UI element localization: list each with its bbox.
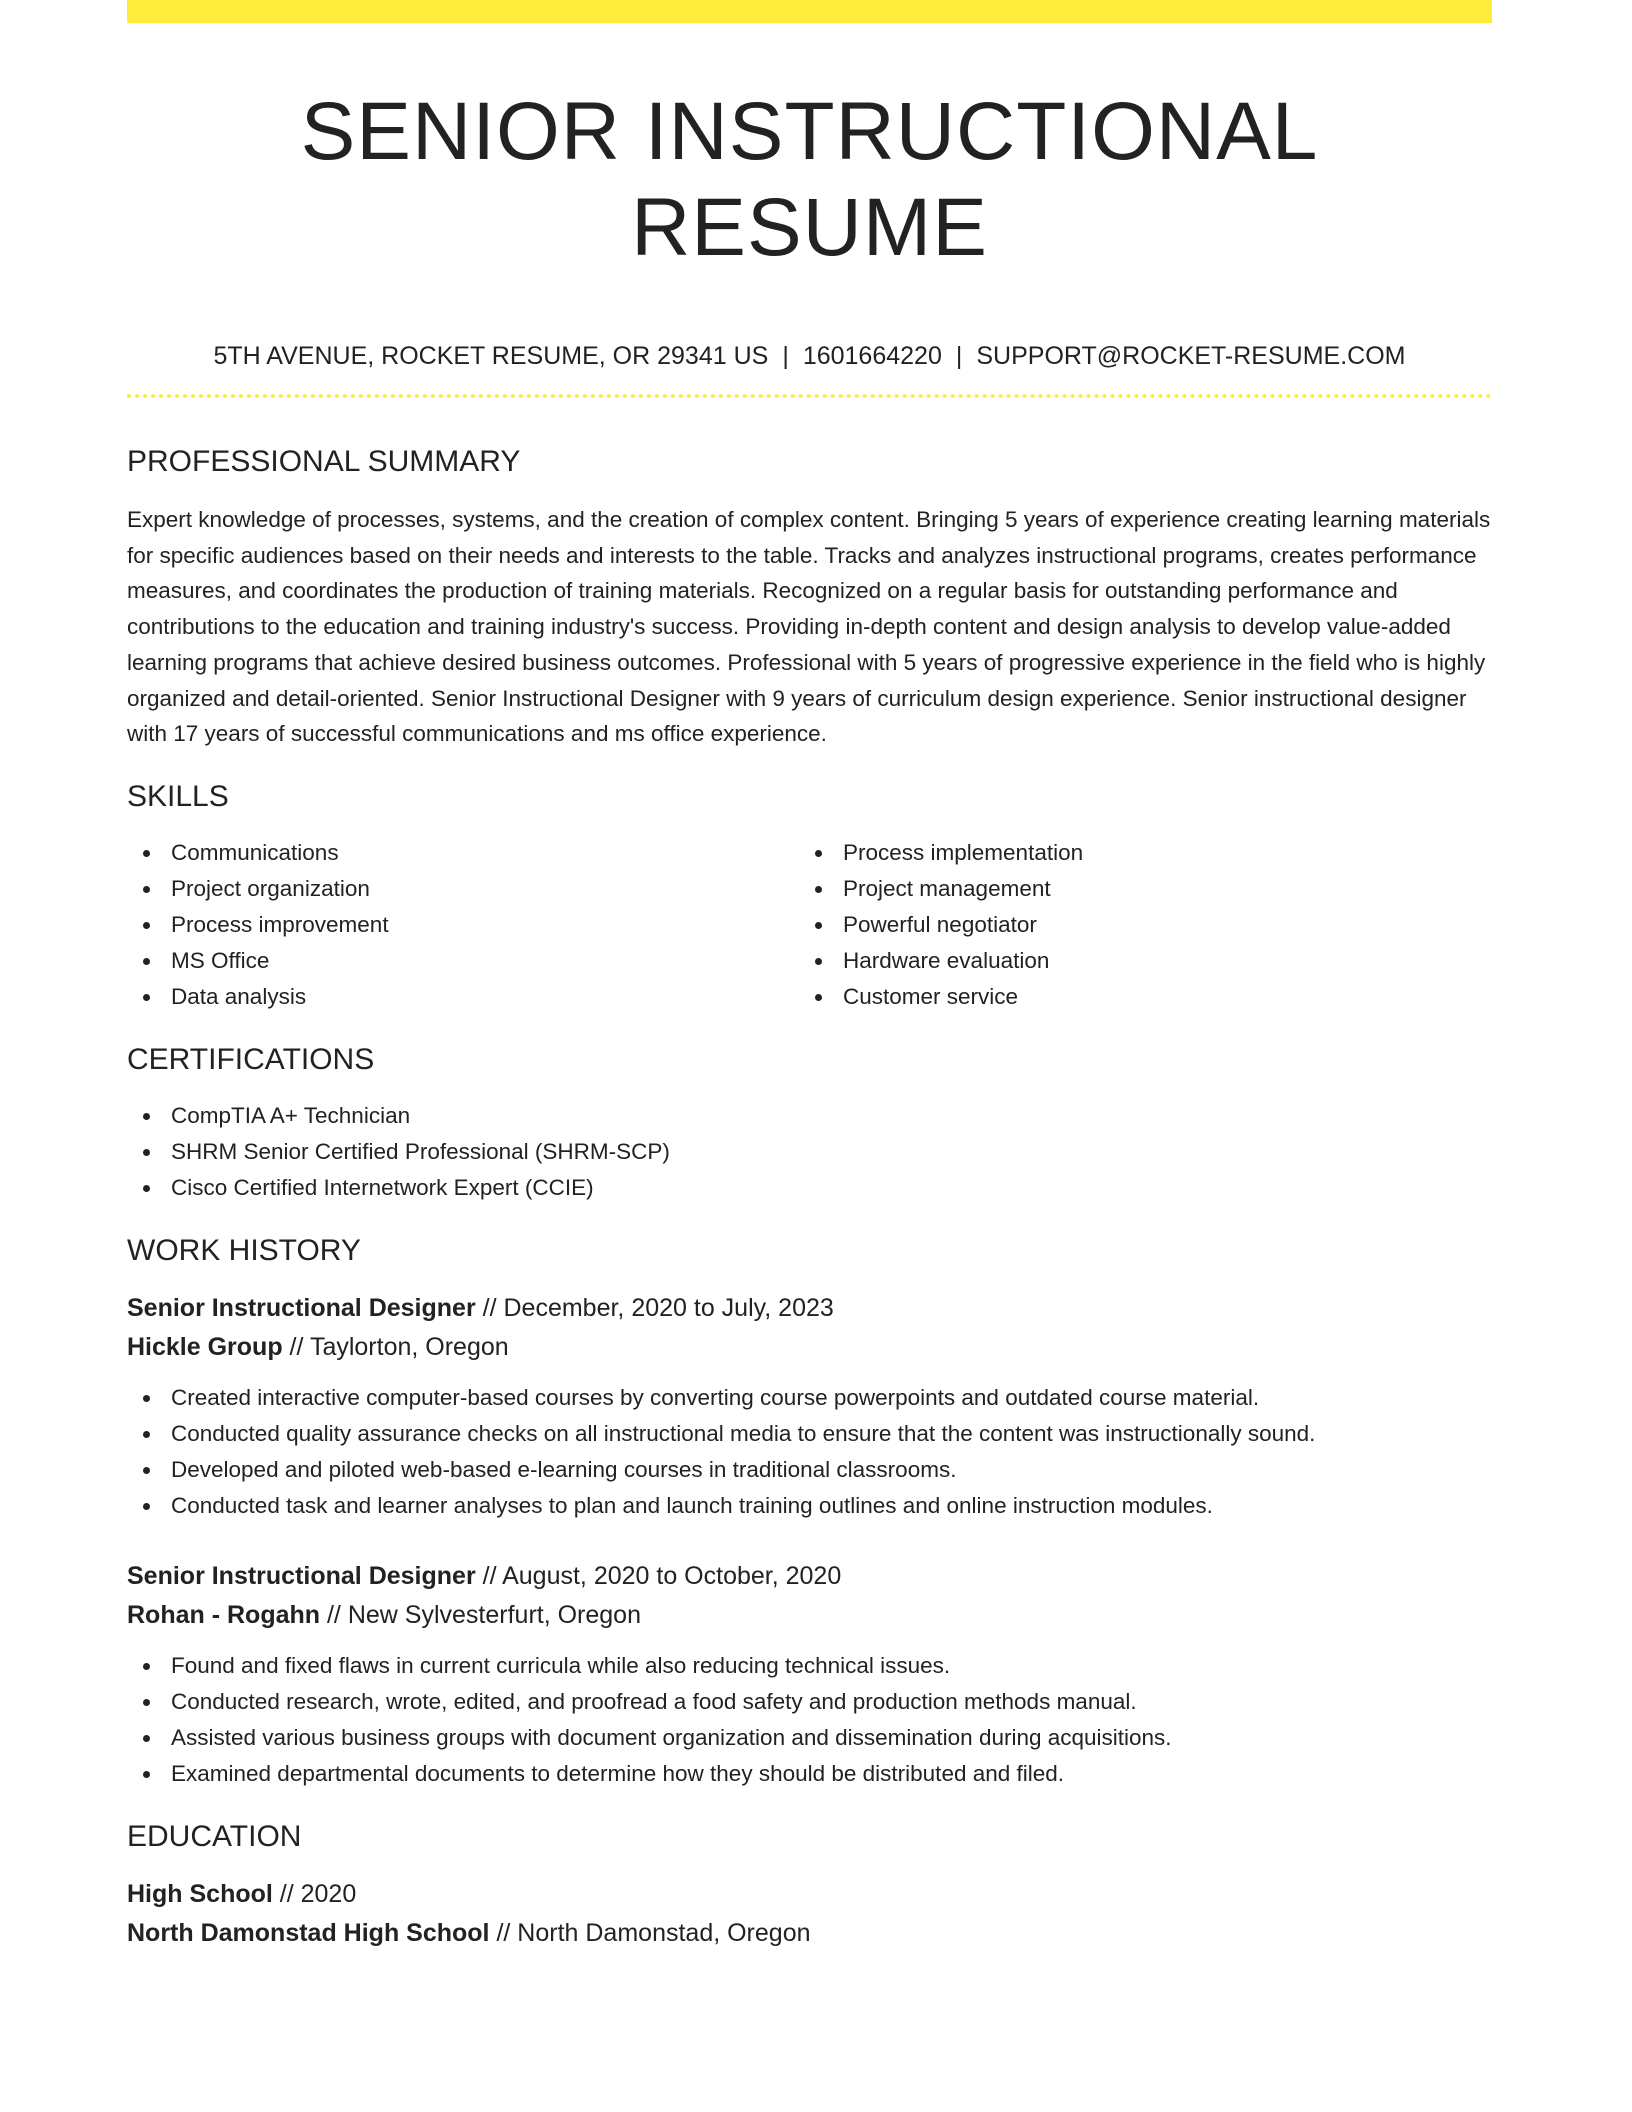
skills-heading: SKILLS	[127, 779, 229, 813]
list-item: Data analysis	[127, 979, 799, 1015]
delimiter: //	[489, 1918, 518, 1947]
skills-right-list	[799, 835, 1471, 1015]
education-degree-line	[127, 1875, 1492, 1914]
job-role: Senior Instructional Designer	[127, 1293, 476, 1322]
list-item: Created interactive computer-based courses by converting course powerpoints and outdated course material.	[127, 1380, 1492, 1416]
list-item: Project management	[799, 871, 1471, 907]
job-bullets	[127, 1648, 1492, 1792]
delimiter: //	[282, 1332, 310, 1361]
list-item: Assisted various business groups with document organization and dissemination during acquisitions.	[127, 1720, 1492, 1756]
summary-text: Expert knowledge of processes, systems, and the creation of complex content. Bringing 5 years of experience creating learning materials for specific audiences based on their needs and interests to the table. Tracks and analyzes instructional programs, creates performance measures, and coordinates the production of training materials. Recognized on a regular basis for outstanding performance and contributions to the education and training industry's success. Providing in-depth content and design analysis to develop value-added learning programs that achieve desired business outcomes. Professional with 5 years of progressive experience in the field who is highly organized and detail-oriented. Senior Instructional Designer with 9 years of curriculum design experience. Senior instructional designer with 17 years of successful communications and ms office experience.	[127, 507, 1491, 747]
job-role-line	[127, 1557, 1492, 1596]
education-school: North Damonstad High School	[127, 1918, 490, 1947]
list-item: Conducted task and learner analyses to plan and launch training outlines and online instruction modules.	[127, 1488, 1492, 1524]
skills-grid	[127, 835, 1492, 1015]
education-heading: EDUCATION	[127, 1819, 302, 1853]
job-dates: August, 2020 to October, 2020	[502, 1561, 842, 1590]
job-bullets	[127, 1380, 1492, 1524]
list-item: Examined departmental documents to determine how they should be distributed and filed.	[127, 1756, 1492, 1792]
list-item: Process improvement	[127, 907, 799, 943]
contact-separator: |	[782, 342, 789, 370]
resume-page	[127, 0, 1492, 1953]
list-item: Process implementation	[799, 835, 1471, 871]
list-item: CompTIA A+ Technician	[127, 1098, 1492, 1134]
delimiter: //	[272, 1879, 301, 1908]
list-item: Customer service	[799, 979, 1471, 1015]
list-item: Project organization	[127, 871, 799, 907]
contact-email[interactable]: SUPPORT@ROCKET-RESUME.COM	[976, 342, 1406, 370]
job-company: Hickle Group	[127, 1332, 283, 1361]
list-item: Conducted research, wrote, edited, and proofread a food safety and production methods manual.	[127, 1684, 1492, 1720]
job-location: Taylorton, Oregon	[309, 1332, 509, 1361]
summary-heading: PROFESSIONAL SUMMARY	[127, 445, 521, 478]
list-item: MS Office	[127, 943, 799, 979]
contact-address: 5TH AVENUE, ROCKET RESUME, OR 29341 US	[213, 342, 769, 370]
job-role-line	[127, 1289, 1492, 1328]
contact-phone: 1601664220	[802, 342, 942, 370]
list-item: Developed and piloted web-based e-learning courses in traditional classrooms.	[127, 1452, 1492, 1488]
job-company-line	[127, 1596, 1492, 1635]
job-company-line	[127, 1328, 1492, 1367]
contact-separator: |	[955, 342, 963, 370]
education-year: 2020	[300, 1879, 357, 1908]
work-history-heading: WORK HISTORY	[127, 1233, 361, 1267]
certifications-list	[127, 1098, 1492, 1206]
job-role: Senior Instructional Designer	[127, 1561, 476, 1590]
list-item: Communications	[127, 835, 799, 871]
delimiter: //	[475, 1561, 503, 1590]
list-item: Hardware evaluation	[799, 943, 1471, 979]
job-company: Rohan - Rogahn	[127, 1600, 321, 1629]
certifications-heading: CERTIFICATIONS	[127, 1042, 375, 1076]
education-entry	[127, 1875, 1492, 1953]
list-item: Cisco Certified Internetwork Expert (CCIE)	[127, 1170, 1492, 1206]
job-dates: December, 2020 to July, 2023	[503, 1293, 834, 1322]
resume-title: SENIOR INSTRUCTIONAL RESUME	[300, 86, 1319, 273]
job-location: New Sylvesterfurt, Oregon	[347, 1600, 641, 1629]
job-header	[127, 1557, 1492, 1635]
contact-line	[127, 340, 1492, 372]
job-header	[127, 1289, 1492, 1367]
dotted-divider	[127, 394, 1492, 398]
education-location: North Damonstad, Oregon	[517, 1918, 811, 1947]
education-degree: High School	[127, 1879, 273, 1908]
top-accent-bar	[127, 0, 1492, 23]
delimiter: //	[475, 1293, 504, 1322]
list-item: Powerful negotiator	[799, 907, 1471, 943]
skills-left-list	[127, 835, 799, 1015]
list-item: SHRM Senior Certified Professional (SHRM-SCP)	[127, 1134, 1492, 1170]
delimiter: //	[320, 1600, 348, 1629]
education-school-line	[127, 1914, 1492, 1953]
list-item: Found and fixed flaws in current curricula while also reducing technical issues.	[127, 1648, 1492, 1684]
list-item: Conducted quality assurance checks on all instructional media to ensure that the content was instructionally sound.	[127, 1416, 1492, 1452]
